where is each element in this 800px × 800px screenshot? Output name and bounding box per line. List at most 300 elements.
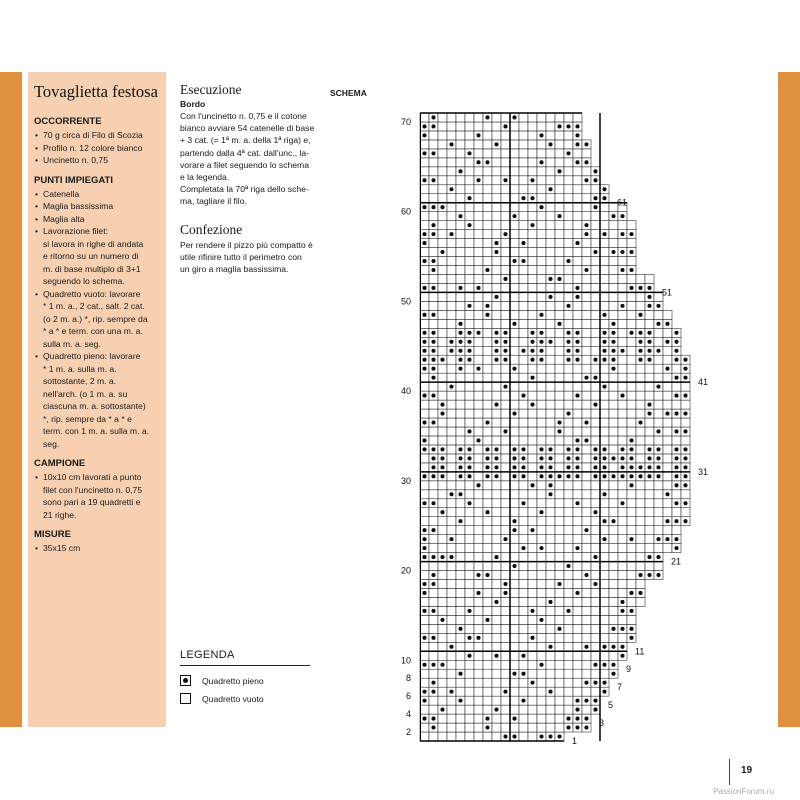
- chart-cell: [465, 624, 474, 633]
- chart-dot: [494, 654, 498, 658]
- chart-cell: [546, 508, 555, 517]
- chart-cell: [573, 382, 582, 391]
- chart-dot: [656, 465, 660, 469]
- chart-dot: [584, 142, 588, 146]
- chart-dot: [467, 429, 471, 433]
- chart-dot: [431, 465, 435, 469]
- chart-cell: [654, 364, 663, 373]
- legend-empty-label: Quadretto vuoto: [202, 693, 264, 704]
- chart-cell: [492, 409, 501, 418]
- chart-cell: [519, 588, 528, 597]
- chart-cell: [519, 714, 528, 723]
- chart-cell: [483, 732, 492, 741]
- chart-cell: [528, 283, 537, 292]
- chart-cell: [483, 230, 492, 239]
- chart-cell: [573, 364, 582, 373]
- chart-cell: [582, 149, 591, 158]
- chart-dot: [557, 277, 561, 281]
- chart-cell: [492, 283, 501, 292]
- list-item: * a * e term. con una m. a.: [43, 326, 143, 336]
- chart-cell: [564, 176, 573, 185]
- chart-cell: [465, 122, 474, 131]
- chart-dot: [620, 304, 624, 308]
- chart-cell: [456, 562, 465, 571]
- chart-dot: [422, 582, 426, 586]
- chart-cell: [456, 732, 465, 741]
- chart-cell: [438, 526, 447, 535]
- chart-dot: [629, 250, 633, 254]
- chart-cell: [465, 562, 474, 571]
- chart-dot: [422, 367, 426, 371]
- chart-dot: [638, 358, 642, 362]
- chart-cell: [555, 248, 564, 257]
- chart-dot: [575, 394, 579, 398]
- chart-cell: [447, 355, 456, 364]
- chart-dot: [611, 519, 615, 523]
- chart-dot: [512, 672, 516, 676]
- chart-cell: [618, 535, 627, 544]
- chart-dot: [638, 474, 642, 478]
- chart-cell: [465, 167, 474, 176]
- chart-cell: [501, 597, 510, 606]
- chart-cell: [555, 517, 564, 526]
- chart-dot: [440, 447, 444, 451]
- chart-dot: [494, 474, 498, 478]
- chart-dot: [539, 474, 543, 478]
- chart-cell: [654, 436, 663, 445]
- chart-cell: [447, 472, 456, 481]
- chart-dot: [557, 420, 561, 424]
- chart-cell: [465, 723, 474, 732]
- chart-dot: [629, 286, 633, 290]
- chart-cell: [447, 669, 456, 678]
- chart-dot: [593, 708, 597, 712]
- chart-cell: [537, 230, 546, 239]
- chart-cell: [546, 221, 555, 230]
- chart-cell: [591, 615, 600, 624]
- chart-dot: [503, 429, 507, 433]
- chart-cell: [609, 427, 618, 436]
- chart-dot: [575, 474, 579, 478]
- chart-cell: [573, 624, 582, 633]
- chart-cell: [510, 418, 519, 427]
- chart-cell: [636, 526, 645, 535]
- list-item: sottostante, 2 m. a.: [43, 376, 117, 386]
- list-item: seguendo lo schema.: [43, 276, 125, 286]
- chart-cell: [609, 535, 618, 544]
- chart-cell: [537, 597, 546, 606]
- chart-cell: [528, 544, 537, 553]
- chart-cell: [573, 194, 582, 203]
- chart-dot: [431, 717, 435, 721]
- chart-cell: [591, 382, 600, 391]
- chart-cell: [528, 149, 537, 158]
- chart-cell: [501, 660, 510, 669]
- chart-dot: [458, 331, 462, 335]
- legend-empty-row: [180, 693, 310, 704]
- chart-cell: [456, 194, 465, 203]
- chart-dot: [566, 725, 570, 729]
- chart-cell: [519, 149, 528, 158]
- chart-cell: [546, 526, 555, 535]
- chart-cell: [636, 382, 645, 391]
- chart-cell: [663, 328, 672, 337]
- legend-title: LEGENDA: [180, 649, 310, 666]
- chart-cell: [546, 517, 555, 526]
- chart-dot: [629, 232, 633, 236]
- chart-dot: [674, 519, 678, 523]
- chart-cell: [537, 274, 546, 283]
- chart-cell: [465, 705, 474, 714]
- chart-cell: [429, 481, 438, 490]
- chart-cell: [456, 705, 465, 714]
- chart-cell: [528, 131, 537, 140]
- chart-cell: [636, 274, 645, 283]
- chart-cell: [510, 597, 519, 606]
- chart-dot: [539, 465, 543, 469]
- chart-cell: [474, 194, 483, 203]
- chart-cell: [591, 481, 600, 490]
- chart-dot: [665, 519, 669, 523]
- chart-dot: [422, 717, 426, 721]
- chart-cell: [492, 642, 501, 651]
- chart-cell: [573, 535, 582, 544]
- chart-dot: [494, 358, 498, 362]
- chart-dot: [530, 340, 534, 344]
- chart-cell: [456, 427, 465, 436]
- chart-cell: [582, 203, 591, 212]
- chart-dot: [566, 411, 570, 415]
- chart-cell: [528, 535, 537, 544]
- chart-cell: [420, 185, 429, 194]
- chart-cell: [600, 221, 609, 230]
- chart-cell: [573, 373, 582, 382]
- list-item: • Maglia bassissima: [34, 200, 166, 213]
- chart-dot: [674, 340, 678, 344]
- chart-cell: [483, 400, 492, 409]
- chart-cell: [492, 167, 501, 176]
- chart-cell: [609, 409, 618, 418]
- chart-cell: [420, 113, 429, 122]
- chart-dot: [548, 456, 552, 460]
- chart-cell: [447, 588, 456, 597]
- chart-cell: [501, 714, 510, 723]
- chart-cell: [510, 508, 519, 517]
- chart-cell: [600, 400, 609, 409]
- chart-cell: [636, 597, 645, 606]
- chart-dot: [656, 304, 660, 308]
- chart-dot: [593, 403, 597, 407]
- chart-dot: [629, 438, 633, 442]
- chart-cell: [537, 553, 546, 562]
- chart-cell: [474, 140, 483, 149]
- chart-cell: [555, 723, 564, 732]
- chart-cell: [501, 221, 510, 230]
- schema-label: SCHEMA: [330, 88, 367, 98]
- chart-cell: [555, 651, 564, 660]
- chart-cell: [483, 660, 492, 669]
- chart-cell: [573, 176, 582, 185]
- chart-dot: [431, 232, 435, 236]
- text-line: e la legenda.: [180, 172, 230, 183]
- chart-cell: [438, 418, 447, 427]
- chart-dot: [449, 349, 453, 353]
- list-item: * 1 m. a. sulla m. a.: [43, 363, 117, 374]
- chart-cell: [510, 696, 519, 705]
- chart-cell: [618, 364, 627, 373]
- chart-cell: [582, 292, 591, 301]
- chart-cell: [465, 508, 474, 517]
- chart-cell: [636, 562, 645, 571]
- chart-dot: [422, 591, 426, 595]
- chart-cell: [555, 445, 564, 454]
- chart-dot: [512, 447, 516, 451]
- chart-cell: [465, 669, 474, 678]
- chart-dot: [494, 295, 498, 299]
- chart-dot: [494, 708, 498, 712]
- chart-cell: [591, 517, 600, 526]
- chart-cell: [528, 212, 537, 221]
- chart-cell: [429, 158, 438, 167]
- chart-cell: [519, 678, 528, 687]
- chart-cell: [537, 122, 546, 131]
- chart-cell: [546, 131, 555, 140]
- chart-cell: [447, 400, 456, 409]
- chart-cell: [591, 642, 600, 651]
- chart-cell: [438, 283, 447, 292]
- chart-dot: [440, 618, 444, 622]
- chart-cell: [654, 409, 663, 418]
- chart-cell: [582, 624, 591, 633]
- chart-cell: [537, 606, 546, 615]
- chart-dot: [548, 645, 552, 649]
- chart-cell: [483, 535, 492, 544]
- chart-cell: [600, 651, 609, 660]
- chart-dot: [548, 483, 552, 487]
- chart-cell: [492, 158, 501, 167]
- chart-cell: [420, 481, 429, 490]
- chart-cell: [492, 427, 501, 436]
- chart-cell: [510, 535, 519, 544]
- chart-cell: [456, 633, 465, 642]
- chart-cell: [492, 580, 501, 589]
- chart-cell: [420, 732, 429, 741]
- chart-cell: [519, 409, 528, 418]
- chart-dot: [647, 286, 651, 290]
- legend-filled-row: [180, 675, 310, 686]
- chart-dot: [683, 501, 687, 505]
- chart-cell: [483, 185, 492, 194]
- chart-cell: [627, 615, 636, 624]
- chart-cell: [609, 301, 618, 310]
- chart-dot: [665, 367, 669, 371]
- chart-cell: [447, 391, 456, 400]
- list-item: • Catenella: [34, 188, 166, 201]
- chart-cell: [510, 248, 519, 257]
- chart-cell: [627, 257, 636, 266]
- chart-cell: [546, 562, 555, 571]
- chart-cell: [438, 597, 447, 606]
- chart-dot: [683, 474, 687, 478]
- chart-cell: [573, 562, 582, 571]
- chart-cell: [519, 221, 528, 230]
- chart-cell: [438, 301, 447, 310]
- chart-cell: [627, 337, 636, 346]
- chart-dot: [521, 465, 525, 469]
- chart-cell: [474, 185, 483, 194]
- page-number: 19: [741, 765, 753, 776]
- row-label-left: 30: [400, 475, 411, 486]
- chart-cell: [555, 194, 564, 203]
- chart-cell: [501, 553, 510, 562]
- chart-cell: [456, 606, 465, 615]
- chart-cell: [573, 257, 582, 266]
- chart-dot: [602, 385, 606, 389]
- chart-cell: [438, 580, 447, 589]
- chart-cell: [564, 588, 573, 597]
- chart-cell: [429, 239, 438, 248]
- chart-cell: [519, 140, 528, 149]
- chart-dot: [656, 537, 660, 541]
- chart-cell: [474, 723, 483, 732]
- chart-dot: [548, 600, 552, 604]
- chart-cell: [465, 687, 474, 696]
- chart-dot: [485, 160, 489, 164]
- chart-dot: [539, 358, 543, 362]
- chart-cell: [447, 678, 456, 687]
- chart-cell: [555, 382, 564, 391]
- chart-cell: [501, 723, 510, 732]
- chart-cell: [582, 409, 591, 418]
- chart-cell: [627, 580, 636, 589]
- chart-cell: [528, 427, 537, 436]
- chart-dot: [503, 124, 507, 128]
- chart-cell: [438, 167, 447, 176]
- chart-cell: [465, 283, 474, 292]
- chart-dot: [485, 717, 489, 721]
- chart-cell: [591, 185, 600, 194]
- chart-cell: [510, 239, 519, 248]
- chart-cell: [582, 355, 591, 364]
- chart-cell: [591, 266, 600, 275]
- chart-cell: [456, 714, 465, 723]
- chart-cell: [663, 454, 672, 463]
- chart-cell: [537, 167, 546, 176]
- chart-cell: [645, 481, 654, 490]
- chart-dot: [485, 618, 489, 622]
- chart-dot: [431, 528, 435, 532]
- chart-cell: [519, 553, 528, 562]
- chart-dot: [431, 268, 435, 272]
- chart-cell: [510, 633, 519, 642]
- chart-cell: [501, 499, 510, 508]
- chart-dot: [584, 160, 588, 164]
- chart-cell: [600, 669, 609, 678]
- chart-cell: [537, 687, 546, 696]
- text-line: Completata la 70ª riga dello sche-: [180, 184, 309, 195]
- chart-cell: [465, 257, 474, 266]
- chart-cell: [510, 580, 519, 589]
- list-item: sono pari a 19 quadretti e: [43, 497, 141, 507]
- chart-cell: [474, 472, 483, 481]
- row-label-right: 9: [626, 664, 632, 675]
- chart-cell: [528, 624, 537, 633]
- chart-dot: [512, 474, 516, 478]
- chart-dot: [575, 699, 579, 703]
- chart-cell: [528, 301, 537, 310]
- chart-cell: [474, 319, 483, 328]
- chart-cell: [474, 149, 483, 158]
- chart-dot: [557, 734, 561, 738]
- chart-cell: [510, 588, 519, 597]
- chart-dot: [530, 223, 534, 227]
- chart-dot: [584, 681, 588, 685]
- chart-cell: [492, 212, 501, 221]
- chart-dot: [683, 519, 687, 523]
- chart-dot: [539, 734, 543, 738]
- chart-dot: [602, 232, 606, 236]
- chart-dot: [566, 124, 570, 128]
- chart-dot: [593, 250, 597, 254]
- chart-dot: [503, 232, 507, 236]
- chart-cell: [483, 257, 492, 266]
- chart-cell: [600, 597, 609, 606]
- chart-dot: [503, 340, 507, 344]
- chart-cell: [591, 337, 600, 346]
- chart-cell: [510, 481, 519, 490]
- chart-dot: [602, 456, 606, 460]
- chart-dot: [548, 447, 552, 451]
- chart-cell: [438, 427, 447, 436]
- chart-dot: [629, 591, 633, 595]
- chart-cell: [519, 427, 528, 436]
- chart-dot: [530, 403, 534, 407]
- chart-cell: [618, 517, 627, 526]
- chart-dot: [521, 259, 525, 263]
- chart-cell: [564, 283, 573, 292]
- chart-cell: [636, 553, 645, 562]
- chart-cell: [420, 373, 429, 382]
- chart-cell: [555, 131, 564, 140]
- chart-cell: [564, 705, 573, 714]
- chart-cell: [582, 185, 591, 194]
- chart-cell: [447, 248, 456, 257]
- chart-cell: [483, 436, 492, 445]
- chart-cell: [465, 131, 474, 140]
- chart-cell: [537, 723, 546, 732]
- chart-cell: [429, 669, 438, 678]
- row-label-right: 41: [698, 377, 709, 388]
- list-item: • 35x15 cm: [34, 542, 166, 555]
- chart-cell: [456, 499, 465, 508]
- list-item: • Quadretto vuoto: lavorare: [34, 288, 166, 301]
- chart-cell: [492, 714, 501, 723]
- chart-cell: [429, 436, 438, 445]
- subsection-title-edge: Bordo: [180, 99, 206, 109]
- chart-cell: [447, 122, 456, 131]
- chart-cell: [609, 221, 618, 230]
- chart-cell: [438, 624, 447, 633]
- chart-cell: [492, 373, 501, 382]
- chart-cell: [627, 221, 636, 230]
- chart-dot: [485, 420, 489, 424]
- chart-dot: [431, 456, 435, 460]
- list-item: * 1 m. a., 2 cat., salt. 2 cat.: [43, 301, 145, 311]
- chart-cell: [438, 642, 447, 651]
- chart-cell: [528, 319, 537, 328]
- chart-cell: [519, 274, 528, 283]
- chart-cell: [447, 301, 456, 310]
